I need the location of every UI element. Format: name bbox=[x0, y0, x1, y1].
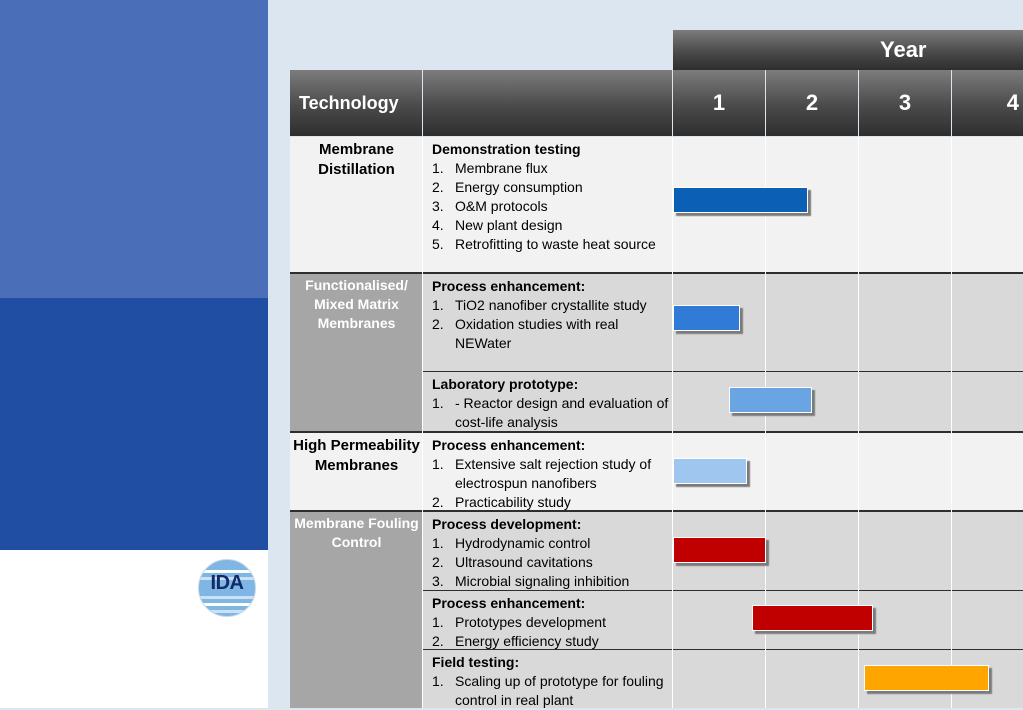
list-item: 2. Energy efficiency study bbox=[432, 633, 599, 649]
column-divider bbox=[672, 137, 673, 708]
phase-heading: Process enhancement: bbox=[432, 595, 586, 611]
technology-label: Membrane Distillation bbox=[318, 141, 395, 178]
phase-cell bbox=[423, 433, 673, 510]
timeline-cell bbox=[673, 372, 1023, 431]
year-gridline bbox=[951, 137, 952, 708]
logo-text: IDA bbox=[210, 572, 244, 594]
phase-cell bbox=[423, 137, 673, 272]
description-header bbox=[423, 70, 672, 136]
technology-header: Technology bbox=[290, 70, 422, 136]
timeline-bar-demonstration-testing bbox=[673, 187, 808, 213]
technology-label: Functionalised/ Mixed Matrix Membranes bbox=[305, 277, 408, 331]
roadmap-table bbox=[268, 0, 1023, 708]
year-2-header: 2 bbox=[766, 70, 858, 136]
list-item: 1. Scaling up of prototype for fouling control in real plant bbox=[432, 673, 664, 708]
year-header-label: Year bbox=[880, 37, 927, 62]
list-item: 1. - Reactor design and evaluation of cost-life analysis bbox=[432, 395, 669, 430]
list-item: 3. Microbial signaling inhibition bbox=[432, 573, 630, 589]
phase-cell bbox=[423, 372, 673, 431]
phase-cell bbox=[423, 591, 673, 649]
list-item: 2. Practicability study bbox=[432, 494, 571, 510]
timeline-bar-laboratory-prototype bbox=[729, 387, 813, 413]
timeline-bar-process-development bbox=[673, 537, 766, 563]
year-header bbox=[673, 30, 1023, 70]
phase-heading: Process enhancement: bbox=[432, 437, 586, 453]
list-item: 5. Retrofitting to waste heat source bbox=[432, 236, 656, 252]
year-3-header: 3 bbox=[859, 70, 951, 136]
phase-cell bbox=[423, 650, 673, 708]
phase-heading: Process development: bbox=[432, 516, 582, 532]
list-item: 2. Energy consumption bbox=[432, 179, 583, 195]
list-item: 4. New plant design bbox=[432, 217, 563, 233]
phase-heading: Process enhancement: bbox=[432, 278, 586, 294]
column-divider bbox=[422, 137, 423, 708]
list-item: 1. Extensive salt rejection study of electrospun nanofibers bbox=[432, 456, 652, 491]
phase-heading: Laboratory prototype: bbox=[432, 376, 579, 392]
list-item: 1. Hydrodynamic control bbox=[432, 535, 591, 551]
list-item: 2. Ultrasound cavitations bbox=[432, 554, 593, 570]
phase-heading: Demonstration testing bbox=[432, 141, 581, 157]
sidebar-top-panel bbox=[0, 0, 268, 298]
year-4-header: 4 bbox=[952, 70, 1023, 136]
list-item: 1. TiO2 nanofiber crystallite study bbox=[432, 297, 647, 313]
list-item: 2. Oxidation studies with real NEWater bbox=[432, 316, 619, 351]
technology-cell-functionalised bbox=[290, 274, 423, 431]
technology-cell-fouling-control bbox=[290, 512, 423, 708]
technology-label: High Permeability Membranes bbox=[293, 437, 420, 474]
timeline-bar-field-testing bbox=[864, 665, 990, 691]
phase-heading: Field testing: bbox=[432, 654, 520, 670]
list-item: 1. Membrane flux bbox=[432, 160, 548, 176]
list-item: 1. Prototypes development bbox=[432, 614, 606, 630]
timeline-bar-process-enhancement bbox=[673, 305, 740, 331]
phase-cell bbox=[423, 512, 673, 590]
phase-cell bbox=[423, 274, 673, 371]
timeline-bar-process-enhancement bbox=[673, 458, 747, 484]
year-1-header: 1 bbox=[673, 70, 765, 136]
list-item: 3. O&M protocols bbox=[432, 198, 548, 214]
ida-logo-icon bbox=[198, 559, 256, 617]
timeline-bar-process-enhancement bbox=[752, 605, 873, 631]
sidebar-title-panel bbox=[0, 298, 268, 550]
technology-cell-high-permeability bbox=[290, 433, 423, 510]
technology-cell-membrane-distillation bbox=[290, 137, 423, 272]
technology-label: Membrane Fouling Control bbox=[294, 515, 419, 550]
